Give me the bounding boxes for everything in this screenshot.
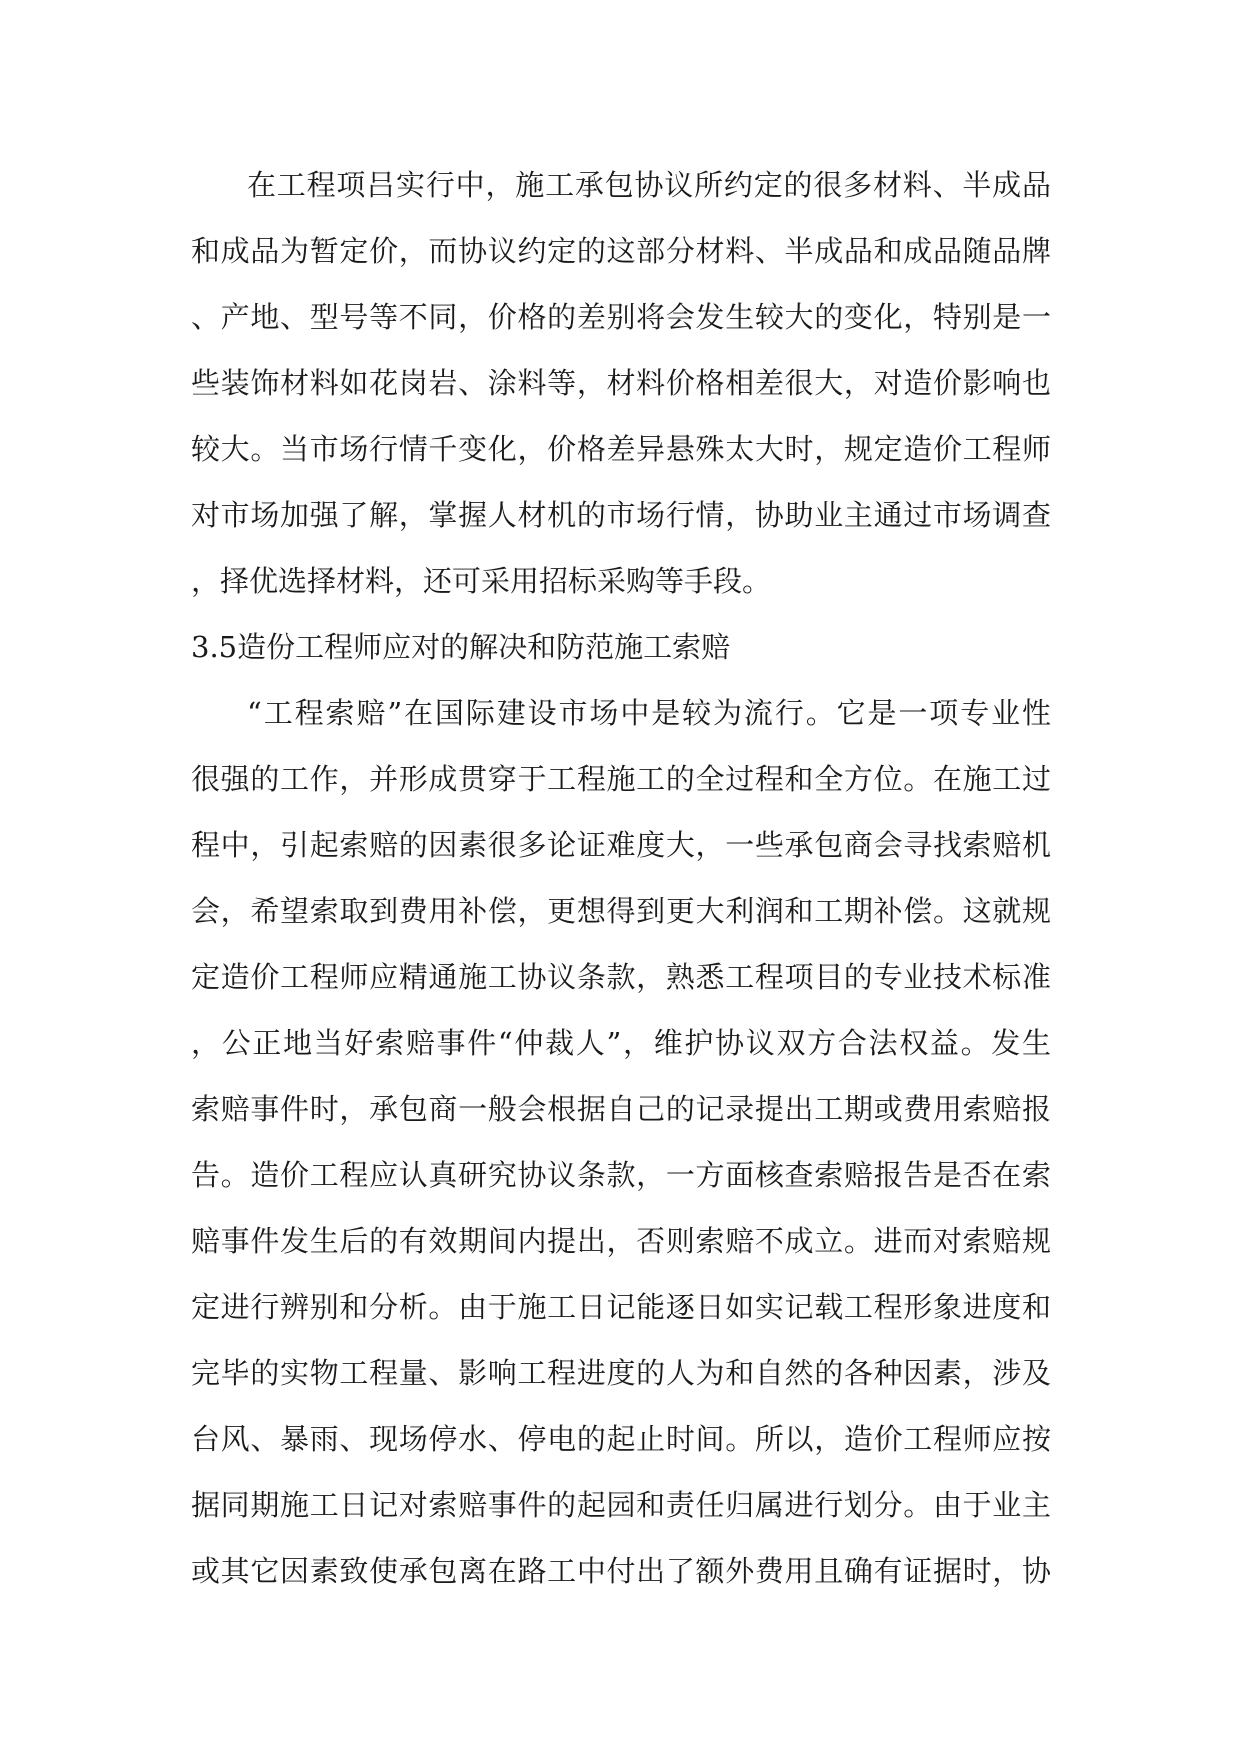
paragraph-2-line-14: 或其它因素致使承包离在路工中付出了额外费用且确有证据时，协 — [191, 1554, 1051, 1588]
paragraph-2-line-5: 定造价工程师应精通施工协议条款，熟悉工程项目的专业技术标准 — [191, 960, 1051, 994]
paragraph-1-line-4: 些装饰材料如花岗岩、涂料等，材料价格相差很大，对造价影响也 — [191, 366, 1051, 400]
paragraph-2-line-7: 索赔事件时，承包商一般会根据自己的记录提出工期或费用索赔报 — [191, 1092, 1051, 1126]
paragraph-1-line-5: 较大。当市场行情千变化，价格差异悬殊太大时，规定造价工程师 — [191, 432, 1051, 466]
paragraph-2-line-6: ，公正地当好索赔事件“仲裁人”，维护协议双方合法权益。发生 — [191, 1026, 1051, 1060]
paragraph-1-line-7: ，择优选择材料，还可采用招标采购等手段。 — [191, 564, 772, 598]
paragraph-1-line-3: 、产地、型号等不同，价格的差别将会发生较大的变化，特别是一 — [191, 300, 1051, 334]
paragraph-1-line-1: 在工程项吕实行中，施工承包协议所约定的很多材料、半成品 — [247, 168, 1051, 202]
paragraph-2-line-10: 定进行辨别和分析。由于施工日记能逐日如实记载工程形象进度和 — [191, 1290, 1051, 1324]
paragraph-2-line-3: 程中，引起索赔的因素很多论证难度大，一些承包商会寻找索赔机 — [191, 828, 1051, 862]
paragraph-2-line-4: 会，希望索取到费用补偿，更想得到更大利润和工期补偿。这就规 — [191, 894, 1051, 928]
paragraph-2-line-11: 完毕的实物工程量、影响工程进度的人为和自然的各种因素，涉及 — [191, 1356, 1051, 1390]
paragraph-1-line-2: 和成品为暂定价，而协议约定的这部分材料、半成品和成品随品牌 — [191, 234, 1051, 268]
paragraph-1-line-6: 对市场加强了解，掌握人材机的市场行情，协助业主通过市场调查 — [191, 498, 1051, 532]
paragraph-2-line-1: “工程索赔”在国际建设市场中是较为流行。它是一项专业性 — [247, 696, 1051, 730]
section-heading: 3.5造份工程师应对的解决和防范施工索赔 — [191, 630, 731, 664]
paragraph-2-line-12: 台风、暴雨、现场停水、停电的起止时间。所以，造价工程师应按 — [191, 1422, 1051, 1456]
paragraph-2-line-13: 据同期施工日记对索赔事件的起园和责任归属进行划分。由于业主 — [191, 1488, 1051, 1522]
paragraph-2-line-2: 很强的工作，并形成贯穿于工程施工的全过程和全方位。在施工过 — [191, 762, 1051, 796]
paragraph-2-line-9: 赔事件发生后的有效期间内提出，否则索赔不成立。进而对索赔规 — [191, 1224, 1051, 1258]
paragraph-2-line-8: 告。造价工程应认真研究协议条款，一方面核查索赔报告是否在索 — [191, 1158, 1051, 1192]
